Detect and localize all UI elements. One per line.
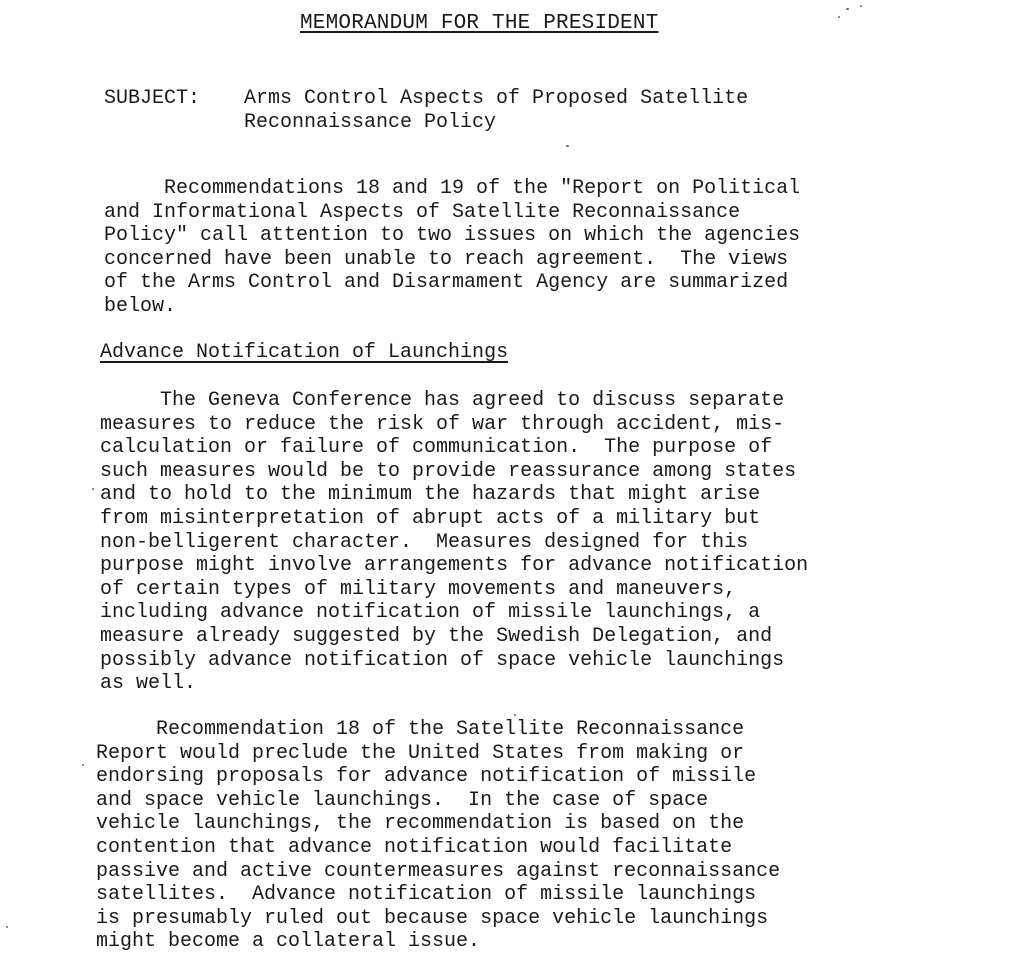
scan-speck	[838, 16, 840, 18]
paragraph-recommendation	[96, 718, 956, 954]
text-line: measure already suggested by the Swedish Delegation, and	[100, 624, 773, 648]
paragraph-geneva	[100, 389, 960, 696]
text-line: The Geneva Conference has agreed to discuss separate	[100, 389, 785, 412]
text-line: Recommendation 18 of the Satellite Reconnaissance	[96, 718, 745, 741]
paragraph-intro	[104, 177, 964, 319]
text-line: Recommendations 18 and 19 of the "Report on Political	[104, 177, 801, 200]
text-line: including advance notification of missile launchings, a	[100, 601, 761, 625]
text-line: Report would preclude the United States from making or	[96, 741, 745, 765]
text-line: non-belligerent character. Measures designed for this	[100, 530, 749, 554]
scan-speck	[92, 488, 94, 490]
section-heading: Advance Notification of Launchings	[100, 341, 509, 364]
text-line: possibly advance notification of space vehicle launchings	[100, 648, 785, 672]
text-line: contention that advance notification would facilitate	[96, 835, 733, 859]
text-line: below.	[104, 294, 177, 318]
text-line: passive and active countermeasures against reconnaissance	[96, 859, 781, 883]
text-line: and Informational Aspects of Satellite Reconnaissance	[104, 200, 741, 224]
text-line: such measures would be to provide reassurance among states	[100, 459, 797, 483]
text-line: is presumably ruled out because space vehicle launchings	[96, 906, 769, 930]
scan-speck	[566, 145, 569, 147]
text-line: as well.	[100, 672, 197, 696]
memo-title: MEMORANDUM FOR THE PRESIDENT	[300, 12, 659, 35]
text-line: might become a collateral issue.	[96, 930, 481, 954]
text-line: from misinterpretation of abrupt acts of a military but	[100, 506, 761, 530]
text-line: of the Arms Control and Disarmament Agency are summarized	[104, 271, 789, 295]
text-line: calculation or failure of communication. The purpose of	[100, 436, 773, 460]
text-line: satellites. Advance notification of missile launchings	[96, 883, 757, 907]
text-line: concerned have been unable to reach agreement. The views	[104, 247, 789, 271]
scan-speck	[860, 5, 862, 7]
text-line: measures to reduce the risk of war through accident, mis-	[100, 412, 785, 436]
subject-text	[244, 87, 748, 135]
scan-speck	[82, 764, 84, 766]
text-line: vehicle launchings, the recommendation is based on the	[96, 812, 745, 836]
subject-line: Arms Control Aspects of Proposed Satellite	[244, 87, 749, 110]
text-line: Policy" call attention to two issues on which the agencies	[104, 224, 801, 248]
scan-speck	[514, 714, 516, 716]
text-line: and space vehicle launchings. In the case of space	[96, 788, 709, 812]
text-line: and to hold to the minimum the hazards that might arise	[100, 483, 761, 507]
text-line: purpose might involve arrangements for advance notification	[100, 554, 809, 578]
scan-speck	[6, 926, 8, 928]
text-line: of certain types of military movements and maneuvers,	[100, 577, 737, 601]
subject-line: Reconnaissance Policy	[244, 111, 497, 134]
scan-speck	[846, 8, 849, 10]
subject-label: SUBJECT:	[104, 87, 201, 110]
text-line: endorsing proposals for advance notification of missile	[96, 765, 757, 789]
